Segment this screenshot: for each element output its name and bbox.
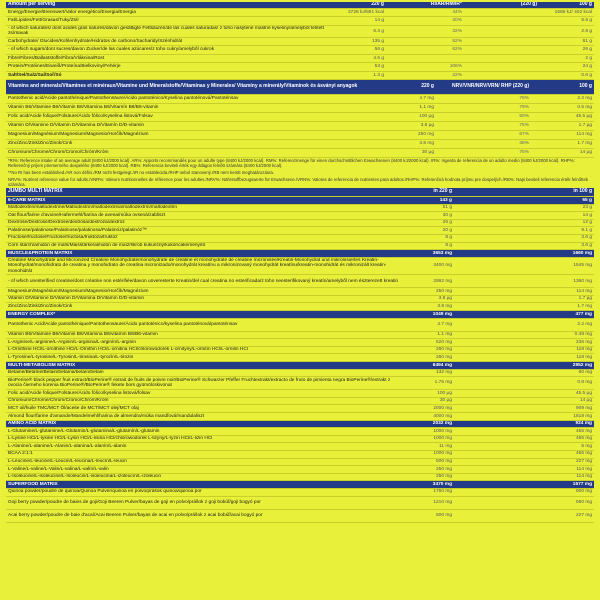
row-value: 500 mg: [406, 458, 454, 466]
row-value: 250 mg: [386, 130, 436, 139]
row-label: Chromium/Chrome/Chrom/Cromo/Chróm/Króm: [6, 397, 406, 405]
row-value: 60 mg: [454, 369, 594, 377]
vitamins-header-row: [6, 80, 594, 94]
row-label: Folic acid/Acide folique/Folsäure/Ácido fólico/Kyselina listová/Folsav: [6, 112, 386, 121]
row-value: 8 g: [406, 234, 454, 242]
row-value: 0.8 mg: [454, 377, 594, 390]
row-percent: 52%: [386, 37, 464, 46]
row-label: Fat/Lipides/Fett/Grasas/Tuky/Zsír: [6, 17, 326, 26]
row-value: 2.8 g: [539, 25, 594, 37]
row-label: Betaine/Bétaïne/Betain/betaína/betaín/betain: [6, 369, 406, 377]
row-percent: 22%: [386, 71, 464, 80]
row-value: 1.7 mg: [531, 139, 594, 148]
row-label: Folic acid/Acide folique/Folsäure/Ácido fólico/kyselina listová/folsav: [6, 390, 406, 398]
row-value: 1.3 g: [326, 71, 386, 80]
table-row: [6, 450, 594, 458]
table-row: [6, 204, 594, 212]
row-value: 26 g: [539, 46, 594, 55]
row-value: [464, 17, 539, 26]
row-label: L-Alanine/L-alanine/L-Alanin/L-alanina/L-alanín/L-alanin: [6, 443, 406, 451]
row-value: 2.2 mg: [454, 318, 594, 331]
table-row: [6, 354, 594, 362]
row-label: Protein/Protéines/Eiweiß/Proteína/Bielkoviny/Fehérje: [6, 63, 326, 72]
row-value: 6494 mg: [406, 362, 454, 370]
row-value: 1.7 µg: [531, 121, 594, 130]
row-value: 6.3 g: [326, 25, 386, 37]
row-value: 1686 kJ/ 402 kcal: [539, 8, 594, 17]
row-label: Carbohydrate/ Glucides/Kohlenhydrate/Hidratos de carbono/Sacharidy/Szénhidrát: [6, 37, 326, 46]
row-value: 250 mg: [406, 466, 454, 474]
row-value: 14 µg: [454, 397, 594, 405]
row-value: 1577 mg: [454, 481, 594, 489]
row-value: 1.7 mg: [454, 303, 594, 311]
row-label: Energy/Energie/Brennwert/Valor energético/Energia/Energia: [6, 8, 326, 17]
row-value: 2952 mg: [454, 362, 594, 370]
table-row: [6, 473, 594, 481]
table-row: [6, 8, 594, 17]
row-value: 1.1 mg: [386, 103, 436, 112]
table-row: [6, 339, 594, 347]
row-label: Magnesium/Magnésium/Magnesium/Magnesio/Horčík/Magnézium: [6, 288, 406, 296]
row-value: 800 mg: [454, 488, 594, 496]
row-label: L-Leucine/L-leucine/L-Leucin/L-leucina/L-leucín/L-leucin: [6, 458, 406, 466]
row-value: 14 g: [326, 17, 386, 26]
nutrition-table: [6, 2, 594, 80]
row-value: 30 g: [406, 212, 454, 220]
footnote-text: *RI%: Reference intake of an average adult (8400 kJ/2000 kcal). AR%: Apports recommandés pour un adulte type (8400 kJ/2000 kcal). RM%: Referenzmenge für einen durchschnittlichen Erwachsenen (8400 kJ/2000 kcal). IR%: Ingesta de referencia de un adulto medio (8400 kJ/2000 kcal). RHP%: Referenčný príjem priemerného dospelého (8400 kJ/2000 kcal). RB%: Referencia beviteli érték egy átlagos felnőtt számára (8400 kJ/2000 kcal).: [8, 157, 575, 168]
table-row: [6, 435, 594, 443]
table-row: [6, 303, 594, 311]
footnote-text: **No RI has been established./AR non défini./RM nicht festgelegt./IR no establecida./RHP nebol stanovený./RB nem került meghatározásra.: [8, 169, 274, 175]
row-label: Goji berry powder/poudre de baies de goji/Goji Beeren Pulver/bayas de goji en polvo/prášok z goji bobúľ/goji bogyó por: [6, 496, 406, 509]
row-value: 250 mg: [406, 473, 454, 481]
row-value: 114 mg: [531, 130, 594, 139]
row-percent: [386, 54, 464, 63]
row-value: 924 mg: [454, 420, 594, 428]
row-value: 909 mg: [454, 405, 594, 413]
table-row: [6, 428, 594, 436]
row-value: 550 mg: [454, 496, 594, 509]
row-value: [464, 25, 539, 37]
row-value: 6.5 g: [539, 17, 594, 26]
row-value: 0.48 mg: [454, 331, 594, 339]
row-percent: 32%: [386, 25, 464, 37]
row-value: 3.8 mg: [386, 139, 436, 148]
row-value: 56 g: [326, 46, 386, 55]
row-value: 53 g: [326, 63, 386, 72]
row-value: 3653 mg: [406, 250, 454, 258]
row-percent: 50%: [436, 112, 531, 121]
row-label: L-Ornithine HCl/L-ornithine HCl/L-Ornithin HCl/L-ornitina HCl/chlorowodorek L-ornityny/L-ornitín HCl/L-ornitin HCl: [6, 346, 406, 354]
row-value: 135 g: [326, 37, 386, 46]
row-value: 4000 mg: [406, 412, 454, 420]
section-row: [6, 196, 594, 204]
row-value: 100 µg: [406, 390, 454, 398]
table-row: [6, 288, 594, 296]
row-value: 114 mg: [454, 466, 594, 474]
row-label: Palatinose/palatinose/Palatinose/palatinosa/Palatinóz/palatinóz™: [6, 227, 406, 235]
row-percent: 75%: [436, 148, 531, 157]
header-cell: NRV/VNR/NRV/VRN/ RHP (220 g): [436, 80, 531, 94]
section-title: 6-CARB MATRIX: [6, 196, 406, 204]
row-value: 1049 mg: [406, 311, 454, 319]
table-row: [6, 71, 594, 80]
section-row: [6, 250, 594, 258]
section-title: MULTI-METABOLISM MATRIX: [6, 362, 406, 370]
row-value: 3.8 mg: [406, 303, 454, 311]
row-label: Zinc/Zinc/Zink/Zinc/Zinok/Cink: [6, 303, 406, 311]
row-label: Zinc/Zinc/Zink/Zinc/Zinok/Cink: [6, 139, 386, 148]
row-value: [464, 46, 539, 55]
header-cell: in 220 g: [406, 188, 454, 196]
row-label: Almond flour/farine d'amande/Mandelmehl/harina de almendra/múka mandľová/mandulaliszt: [6, 412, 406, 420]
section-row: [6, 481, 594, 489]
row-value: 2992 mg: [406, 275, 454, 288]
row-value: 2000 mg: [406, 405, 454, 413]
row-value: 4.7 mg: [386, 94, 436, 103]
table-row: [6, 412, 594, 420]
row-label: Vitamin D/Vitamine D/Vitamin D/Vitamina D/Vitamín D/D-vitamin: [6, 295, 406, 303]
row-value: 520 mg: [406, 339, 454, 347]
row-label: Maltodextrin/maltodextrine/Maltodextrin/maltodextrina/maltodextrín/maltodextrin: [6, 204, 406, 212]
row-label: - of which saturates/ dont acides gras saturés/davon gesättigte Fettsäuren/de las cuales saturadas/ z toho nasýtené mastné kyseliny/amelyből telített zsírsavak: [6, 25, 326, 37]
row-value: 14 g: [454, 212, 594, 220]
row-value: 227 mg: [454, 458, 594, 466]
table-row: [6, 443, 594, 451]
table-row: [6, 63, 594, 72]
row-value: 1000 mg: [406, 435, 454, 443]
table-row: [6, 397, 594, 405]
table-row: [6, 242, 594, 250]
footnotes: [6, 158, 594, 189]
row-value: 3400 mg: [406, 257, 454, 275]
row-value: 3.6 g: [454, 234, 594, 242]
table-row: [6, 318, 594, 331]
row-value: 45.5 µg: [454, 390, 594, 398]
row-label: Magnesium/Magnésium/Magnesium/Magnesio/Horčík/Magnézium: [6, 130, 386, 139]
table-row: [6, 112, 594, 121]
section-row: [6, 311, 594, 319]
section-title: AMINO ACID MATRIX: [6, 420, 406, 428]
row-value: 24 g: [539, 63, 594, 72]
row-percent: 75%: [436, 121, 531, 130]
row-percent: 67%: [436, 130, 531, 139]
row-value: 4.5 g: [326, 54, 386, 63]
row-value: 455 mg: [454, 450, 594, 458]
table-row: [6, 46, 594, 55]
table-row: [6, 227, 594, 235]
row-value: 1.7 µg: [454, 295, 594, 303]
table-row: [6, 121, 594, 130]
row-percent: 38%: [436, 139, 531, 148]
table-row: [6, 54, 594, 63]
header-cell: (220 g): [464, 2, 539, 8]
table-row: [6, 94, 594, 103]
table-row: [6, 130, 594, 139]
row-value: 114 mg: [454, 473, 594, 481]
table-row: [6, 103, 594, 112]
row-value: 3470 mg: [406, 481, 454, 489]
header-cell: 220 g: [326, 2, 386, 8]
row-value: 1.75 mg: [406, 377, 454, 390]
row-label: Vitamin B6/Vitamine B6/Vitamin B6/Vitamina B6/Vitamín B6/B6-vitamin: [6, 103, 386, 112]
row-label: Chromium/Chrome/Chrom/Cromo/Chróm/Króm: [6, 148, 386, 157]
table-row: [6, 458, 594, 466]
table-row: [6, 37, 594, 46]
row-label: Dextrose/Dextrose/Dextrose/dextrosa/dextróza/dextróz: [6, 219, 406, 227]
section-row: [6, 362, 594, 370]
row-value: 3.6 g: [454, 242, 594, 250]
footnote-text: NRV%: Nutrient reference value for adults./VNR%: Valeurs nutritionnelles de référence pour les adultes./NRV%: Nährstoffbezugswerte für Erwachsene./VRN%: Valores de referencia de nutrientes para adultos./RHP%: Referenčná hodnota príjmu pre dospelých./RB%: Napi beviteli referencia érték felnőttek számára.: [8, 176, 588, 187]
row-value: 260 mg: [406, 354, 454, 362]
row-value: 3.8 µg: [406, 295, 454, 303]
row-label: L-Glutamine/L-glutamine/L-Glutamin/L-glutamina/L-glutamín/L-glutamin: [6, 428, 406, 436]
row-value: 14 µg: [531, 148, 594, 157]
row-label: L-Arginine/L-arginine/L-Arginin/L-arginina/L-arginín/L-arginin: [6, 339, 406, 347]
table-row: [6, 488, 594, 496]
row-percent: 62%: [386, 46, 464, 55]
row-label: Corn starch/amidon de maïs/Maisstärke/almidón de maíz/škrob kukuričný/kukoricakeményítő: [6, 242, 406, 250]
row-value: 118 mg: [454, 346, 594, 354]
row-label: Quinoa powder/poudre de quinoa/Quinoa Pulver/quinoa en polvo/prášok quinoa/quinoa por: [6, 488, 406, 496]
table-row: [6, 369, 594, 377]
header-cell: Amount per serving: [6, 2, 326, 8]
row-value: 455 mg: [454, 428, 594, 436]
row-value: 477 mg: [454, 311, 594, 319]
row-label: BioPerine® black pepper fruit extract/BioPerine® extrait de fruits de poivre noir/BioPerine® Schwarzer Pfeffer Fruchtextrakt/extracto de fruto de pimienta negra BioPerine®/extrakt z ovocia čierneho korenia BioPerine®/BioPerine® fekete bors gyümölcskivonat: [6, 377, 406, 390]
table-row: [6, 257, 594, 275]
row-value: 20 g: [406, 227, 454, 235]
row-value: 0.6 g: [539, 71, 594, 80]
table-row: [6, 219, 594, 227]
row-value: 0.5 mg: [531, 103, 594, 112]
row-value: 23 g: [454, 204, 594, 212]
header-cell: RI/AR/RM/IR*: [386, 2, 464, 8]
row-value: [464, 37, 539, 46]
table-row: [6, 466, 594, 474]
row-value: 2 g: [539, 54, 594, 63]
row-value: 455 mg: [454, 435, 594, 443]
row-value: [464, 63, 539, 72]
table-row: [6, 346, 594, 354]
row-label: L-Tyrosine/L-tyrosine/L-Tyrosin/L-tirosina/L-tyrozín/L-tirozin: [6, 354, 406, 362]
row-value: 9.1 g: [454, 227, 594, 235]
row-value: 51 g: [406, 204, 454, 212]
row-value: 1000 mg: [406, 428, 454, 436]
row-value: 61 g: [539, 37, 594, 46]
table-row: [6, 295, 594, 303]
row-label: MCT oil/huile TMC/MCT Öl/aceite de MCT/MCT olej/MCT olaj: [6, 405, 406, 413]
row-value: 1000 mg: [406, 450, 454, 458]
row-value: 1760 mg: [406, 488, 454, 496]
section-title: ENERGY COMPLEX*: [6, 311, 406, 319]
row-value: 30 µg: [406, 397, 454, 405]
row-value: 2032 mg: [406, 420, 454, 428]
row-label: L-Valine/L-valine/L-Valin/L-valina/L-valín/L-valin: [6, 466, 406, 474]
row-value: 1210 mg: [406, 496, 454, 509]
row-value: 1818 mg: [454, 412, 594, 420]
row-percent: 20%: [386, 17, 464, 26]
row-value: 143 g: [406, 196, 454, 204]
table-row: [6, 25, 594, 37]
row-value: [464, 54, 539, 63]
row-value: [464, 8, 539, 17]
header-cell: in 100 g: [454, 188, 594, 196]
row-label: BCAA 2:1:1: [6, 450, 406, 458]
row-value: 250 mg: [406, 288, 454, 296]
row-label: Pantothenic acid/Acide pantothénique/Pantothensäure/Ácido pantoténico/Kyselina pantoténová/Pantoténsav: [6, 94, 386, 103]
table-row: [6, 17, 594, 26]
table-row: [6, 148, 594, 157]
row-value: 3728 kJ/881 kcal: [326, 8, 386, 17]
row-label: - of which sugars/dont sucres/davon Zucker/de las cuales azúcares/z toho cukry/amelyből cukrok: [6, 46, 326, 55]
row-percent: 106%: [386, 63, 464, 72]
table-row: [6, 331, 594, 339]
section-row: [6, 420, 594, 428]
row-value: 500 mg: [406, 509, 454, 522]
header-cell: 100 g: [531, 80, 594, 94]
row-value: 65 g: [454, 196, 594, 204]
row-value: 3.8 µg: [386, 121, 436, 130]
row-percent: 44%: [386, 8, 464, 17]
section-title: MUSCLE&PROTEIN MATRIX: [6, 250, 406, 258]
row-value: 1.1 mg: [406, 331, 454, 339]
row-label: Oat flour/farine d'avoine/Hafermehl/harina de avena/múka ovsená/zabliszt: [6, 212, 406, 220]
row-label: L-Isoleucine/L-isoleucine/L-Isoleucin/L-isoleucina/L-izoleucín/L-izoleucin: [6, 473, 406, 481]
vitamins-table: [6, 80, 594, 158]
table-row: [6, 496, 594, 509]
row-value: 1660 mg: [454, 250, 594, 258]
row-label: Vitamin B6/Vitamine B6/Vitamin B6/Vitamina B6/vitamín B6/B6-vitamin: [6, 331, 406, 339]
row-value: 11 mg: [406, 443, 454, 451]
header-cell: 220 g: [386, 80, 436, 94]
row-value: 118 mg: [454, 354, 594, 362]
row-label: Salt/Sel/Salz/Sal/Soľ/Só: [6, 71, 326, 80]
row-label: Vitamin D/Vitamine D/Vitamin D/Vitamina D/Vitamín D/D-vitamin: [6, 121, 386, 130]
row-value: 5 mg: [454, 443, 594, 451]
row-value: 260 mg: [406, 346, 454, 354]
row-label: Fibre/Fibres/Ballaststoffe/Fibra/Vláknina/Rost: [6, 54, 326, 63]
row-value: 132 mg: [406, 369, 454, 377]
table-row: [6, 234, 594, 242]
row-label: - of which unesterified creatine/dont créatine non estérifiée/davon unveresterte Kreatin/del cual creatina no esterificada/z toho neesterifikovaný kreatín/amelyből nem észterezett kreatin: [6, 275, 406, 288]
table-row: [6, 275, 594, 288]
table-row: [6, 139, 594, 148]
table-row: [6, 212, 594, 220]
matrix-header-row: [6, 188, 594, 196]
row-value: 45.5 µg: [531, 112, 594, 121]
row-value: 236 mg: [454, 339, 594, 347]
row-value: 2.2 mg: [531, 94, 594, 103]
row-percent: 78%: [436, 94, 531, 103]
row-value: 8 g: [406, 242, 454, 250]
row-label: Pantothenic Acid/Acide pantothénique/Pantothensäure/Ácido pantoténico/kyselina pantoténová/pantoténsav: [6, 318, 406, 331]
row-value: 100 µg: [386, 112, 436, 121]
row-label: Creatine Monohydrate and Micronized Creatine Monohydrate/monohydrate de créatine et monohydrate de créatine micronisée/Kreatin-Monohydrat und mikronisiertes Kreatin-Monohydrat/monohidrato de creatina y monohidrato de creatina micronizado/monohydrát kreatínu a mikronizovaný monohydrát kreatínu/kreatin-monohidrát és mikronizált kreatin-monohidrát: [6, 257, 406, 275]
header-cell: JUMBO MULTI MATRIX: [6, 188, 406, 196]
header-cell: Vitamins and minerals/Vitamines et minéraux/Vitamine und Mineralstoffe/Vitaminas y Minerales/ Vitamíny a minerály/Vitaminok és ásványi anyagok: [6, 80, 386, 94]
row-value: 114 mg: [454, 288, 594, 296]
row-label: Acai berry powder/poudre de baie d'acaí/Acai Beeren Pulver/bayas de acai en polvo/prášok z acai bobúľ/acai bogyó por: [6, 509, 406, 522]
row-value: 26 g: [406, 219, 454, 227]
matrix-table: [6, 188, 594, 522]
row-label: L-Lysine HCl/L-lysine HCl/L-Lysin HCl/L-lisina HCl/chlorowodorek L-lizyny/L-lyzín HCl/L-lizin HCl: [6, 435, 406, 443]
row-percent: 79%: [436, 103, 531, 112]
row-value: 1545 mg: [454, 257, 594, 275]
row-value: 227 mg: [454, 509, 594, 522]
header-cell: 100 g: [539, 2, 594, 8]
row-label: Fructose/fructose/Fructose/fructosa/fruktóza/fruktóz: [6, 234, 406, 242]
row-value: 4.7 mg: [406, 318, 454, 331]
table-row: [6, 405, 594, 413]
table-row: [6, 390, 594, 398]
row-value: 30 µg: [386, 148, 436, 157]
table-row: [6, 377, 594, 390]
row-value: 1360 mg: [454, 275, 594, 288]
row-value: 12 g: [454, 219, 594, 227]
table-row: [6, 509, 594, 522]
section-title: SUPERFOOD MATRIX: [6, 481, 406, 489]
row-value: [464, 71, 539, 80]
